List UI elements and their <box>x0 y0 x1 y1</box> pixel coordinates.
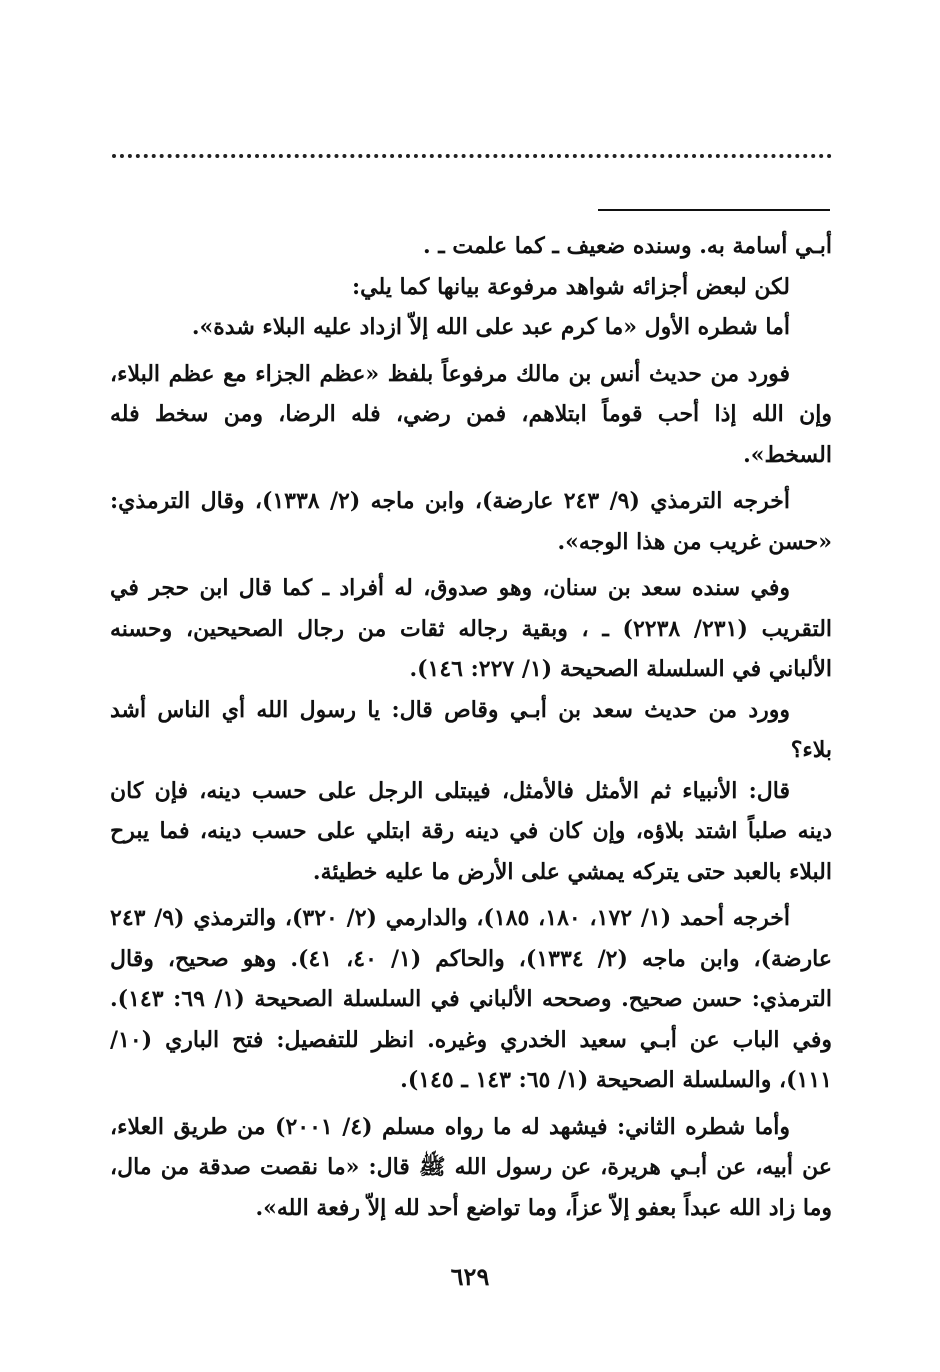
paragraph-2: لكن لبعض أجزائه شواهد مرفوعة بيانها كما يلي: <box>352 273 790 300</box>
page-number: ٦٢٩ <box>450 1262 490 1291</box>
paragraph-1: أبـي أسامة به. وسنده ضعيف ـ كما علمت ـ . <box>422 233 832 259</box>
footnote-text <box>110 226 832 1228</box>
paragraph-5: أخرجه الترمذي (٩/ ٢٤٣ عارضة)، وابن ماجه (٢/ ١٣٣٨)، وقال الترمذي: «حسن غريب من هذا الوجه». <box>110 488 832 555</box>
dotted-separator <box>112 138 832 158</box>
paragraph-10: وأما شطره الثاني: فيشهد له ما رواه مسلم (٤/ ٢٠٠١) من طريق العلاء، عن أبيه، عن أبـي هريرة، عن رسول الله ﷺ قال: «ما نقصت صدقة من مال، وما زاد الله عبداً بعفو إلاّ عزاً، وما تواضع أحد لله إلاّ رفعة الله». <box>110 1113 832 1221</box>
paragraph-3: أما شطره الأول «ما كرم عبد على الله إلاّ ازداد عليه البلاء شدة». <box>191 314 790 340</box>
paragraph-4: فورد من حديث أنس بن مالك مرفوعاً بلفظ «عظم الجزاء مع عظم البلاء، وإن الله إذا أحب قوماً ابتلاهم، فمن رضي، فله الرضا، ومن سخط فله السخط». <box>110 360 832 468</box>
footnote-rule <box>598 209 830 211</box>
paragraph-6: وفي سنده سعد بن سنان، وهو صدوق، له أفراد ـ كما قال ابن حجر في التقريب (٢٣١/ ٢٢٣٨) ـ ، وبقية رجاله ثقات من رجال الصحيحين، وحسنه الألباني في السلسلة الصحيحة (١/ ٢٢٧: ١٤٦). <box>110 575 833 682</box>
paragraph-9: أخرجه أحمد (١/ ١٧٢، ١٨٠، ١٨٥)، والدارمي (٢/ ٣٢٠)، والترمذي (٩/ ٢٤٣ عارضة)، وابن ماجه (٢/ ١٣٣٤)، والحاكم (١/ ٤٠، ٤١). وهو صحيح، وقال الترمذي: حسن صحيح. وصححه الألباني في السلسلة الصحيحة (١/ ٦٩: ١٤٣). وفي الباب عن أبـي سعيد الخدري وغيره. انظر للتفصيل: فتح الباري (١٠/ ١١١)، والسلسلة الصحيحة (١/ ٦٥: ١٤٣ ـ ١٤٥). <box>110 905 832 1093</box>
paragraph-8: قال: الأنبياء ثم الأمثل فالأمثل، فيبتلى الرجل على حسب دينه، فإن كان دينه صلباً اشتد بلاؤه، وإن كان في دينه رقة ابتلي على حسب دينه، فما يبرح البلاء بالعبد حتى يتركه يمشي على الأرض ما عليه خطيئة. <box>110 777 832 885</box>
paragraph-7: وورد من حديث سعد بن أبـي وقاص قال: يا رسول الله أي الناس أشد بلاء؟ <box>110 696 832 763</box>
